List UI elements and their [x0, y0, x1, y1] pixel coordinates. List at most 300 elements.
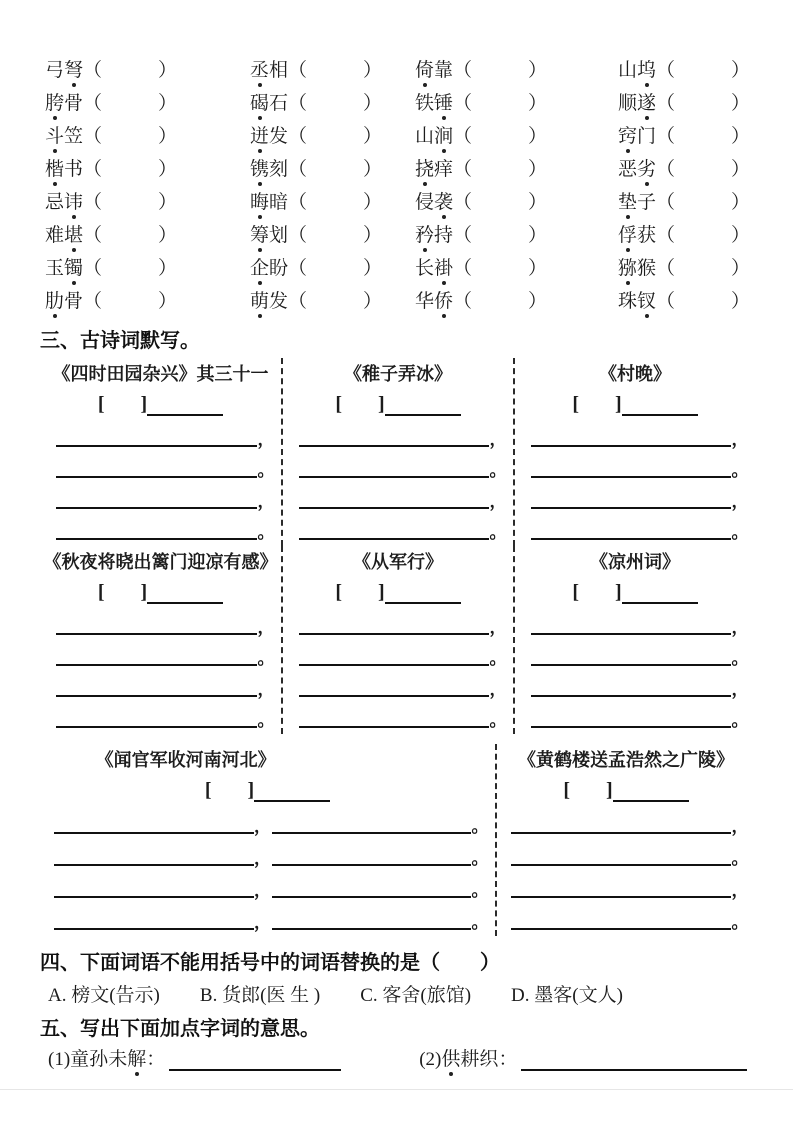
character: 骨 — [64, 291, 84, 312]
author-blank — [147, 574, 223, 604]
item-number: (1) — [48, 1049, 71, 1070]
answer-blank — [531, 445, 731, 447]
author-bracket-line — [283, 386, 513, 416]
answer-punctuation: 。 — [489, 711, 507, 730]
bracket-open: [ — [572, 393, 579, 415]
paren-close-icon: ） — [363, 225, 383, 246]
answer-blank — [272, 864, 472, 866]
item-number: (2) — [419, 1049, 442, 1070]
paren-open-icon: （ — [656, 291, 676, 312]
word-entry — [618, 283, 757, 316]
character: 发 — [269, 126, 289, 147]
paren-open-icon: （ — [656, 126, 676, 147]
dotted-character: 丞 — [250, 55, 269, 82]
poem-row-3 — [40, 744, 755, 936]
paren-close-icon: ） — [158, 60, 178, 81]
poem-title: 《凉州词》 — [590, 552, 680, 572]
bracket-close: ] — [615, 581, 622, 603]
word-entry — [45, 217, 250, 250]
paren-close-icon: ） — [731, 225, 751, 246]
paren-close-icon: ） — [528, 60, 548, 81]
answer-punctuation: 。 — [731, 461, 749, 480]
answer-punctuation: ， — [257, 680, 275, 699]
word-text — [415, 88, 453, 115]
meaning-item — [48, 1044, 341, 1071]
paren-close-icon: ） — [363, 258, 383, 279]
dotted-character: 劣 — [637, 154, 656, 181]
paren-close-icon: ） — [158, 192, 178, 213]
poem-answer-line — [299, 478, 507, 509]
poem-answer-line — [56, 635, 275, 666]
paren-open-icon: （ — [453, 225, 473, 246]
word-entry — [45, 250, 250, 283]
word-meaning-row — [48, 1044, 747, 1071]
word-entry — [250, 184, 415, 217]
word-text — [618, 88, 656, 115]
paren-open-icon: （ — [83, 225, 103, 246]
answer-punctuation: ， — [731, 618, 749, 637]
answer-blank — [511, 832, 731, 834]
character: 痒 — [434, 159, 454, 180]
choice-options-row — [48, 980, 623, 1007]
answer-blank — [54, 832, 254, 834]
word-text — [45, 88, 83, 115]
word-text — [618, 253, 656, 280]
paren-open-icon: （ — [453, 192, 473, 213]
poem-answer-line — [531, 697, 749, 728]
paren-open-icon: （ — [453, 291, 473, 312]
paren-open-icon: （ — [453, 60, 473, 81]
word-text — [415, 121, 453, 148]
bracket-close: ] — [606, 779, 613, 801]
dotted-character: 弩 — [64, 55, 83, 82]
paren-open-icon: （ — [288, 258, 308, 279]
paren-close-icon: ） — [731, 60, 751, 81]
poem-box — [515, 546, 755, 734]
answer-punctuation: ， — [489, 618, 507, 637]
word-text — [250, 253, 288, 280]
character: 未 — [108, 1049, 128, 1070]
paren-close-icon: ） — [363, 60, 383, 81]
dotted-phrase — [441, 1044, 498, 1071]
dotted-character: 侨 — [434, 286, 453, 313]
word-text — [250, 55, 288, 82]
paren-open-icon: （ — [288, 291, 308, 312]
character: 华 — [415, 291, 435, 312]
character: 恶 — [618, 159, 638, 180]
word-entry — [45, 85, 250, 118]
answer-blank — [299, 538, 489, 540]
paren-open-icon: （ — [83, 291, 103, 312]
poem-answer-line — [56, 509, 275, 540]
bracket-open: [ — [97, 581, 105, 603]
character: 弓 — [45, 60, 65, 81]
word-text — [45, 220, 83, 247]
paren-open-icon: （ — [83, 60, 103, 81]
answer-punctuation: 。 — [489, 523, 507, 542]
poem-answer-line — [299, 509, 507, 540]
answer-blank — [531, 633, 731, 635]
answer-blank — [56, 445, 257, 447]
answer-punctuation: ， — [731, 430, 749, 449]
bracket-close: ] — [615, 393, 622, 415]
poem-title: 《黄鹤楼送孟浩然之广陵》 — [518, 750, 734, 770]
author-blank — [385, 574, 461, 604]
paren-close-icon: ） — [731, 126, 751, 147]
character: 织 — [479, 1049, 499, 1070]
character: 玉 — [45, 258, 65, 279]
paren-close-icon: ） — [363, 159, 383, 180]
bracket-open: [ — [97, 393, 105, 415]
paren-open-icon: （ — [656, 258, 676, 279]
dotted-character: 袭 — [434, 187, 453, 214]
word-entry — [250, 151, 415, 184]
paren-open-icon: （ — [83, 126, 103, 147]
answer-blank — [54, 896, 254, 898]
word-text — [415, 220, 453, 247]
bracket-close: ] — [378, 393, 385, 415]
answer-punctuation: 。 — [257, 649, 275, 668]
word-text — [45, 55, 83, 82]
paren-close-icon: ） — [528, 225, 548, 246]
poem-answer-line — [531, 635, 749, 666]
poem-title: 《稚子弄冰》 — [344, 364, 452, 384]
section3-heading: 三、古诗词默写。 — [40, 330, 200, 352]
paren-close-icon: ） — [158, 225, 178, 246]
word-entry — [45, 118, 250, 151]
page-bottom-edge — [0, 1089, 793, 1090]
word-entry — [415, 184, 618, 217]
dotted-character: 倚 — [415, 55, 434, 82]
poem-answer-line — [511, 834, 749, 866]
author-blank — [622, 574, 698, 604]
word-text — [250, 154, 288, 181]
answer-blank — [531, 538, 731, 540]
author-blank — [147, 386, 223, 416]
word-text — [415, 154, 453, 181]
answer-blank — [56, 695, 257, 697]
character: 骨 — [64, 93, 84, 114]
bracket-close: ] — [140, 393, 148, 415]
answer-blank — [299, 445, 489, 447]
word-entry — [250, 52, 415, 85]
character: 子 — [637, 192, 657, 213]
poem-answer-line — [299, 416, 507, 447]
dotted-character: 垫 — [618, 187, 637, 214]
answer-blank — [56, 664, 257, 666]
character: 铁 — [415, 93, 435, 114]
answer-punctuation: ， — [254, 881, 271, 900]
dotted-character: 涧 — [434, 121, 453, 148]
poem-box — [40, 744, 497, 936]
character: 长 — [415, 258, 435, 279]
paren-close-icon: ） — [363, 126, 383, 147]
poem-answer-line — [54, 866, 489, 898]
author-blank — [622, 386, 698, 416]
answer-blank — [272, 896, 472, 898]
word-entry — [250, 250, 415, 283]
dotted-character: 堪 — [64, 220, 83, 247]
pinyin-word-grid — [45, 52, 757, 316]
poem-box — [283, 358, 515, 546]
word-entry — [618, 85, 757, 118]
paren-open-icon: （ — [656, 159, 676, 180]
word-entry — [415, 283, 618, 316]
answer-punctuation: 。 — [471, 913, 489, 932]
answer-blank — [299, 507, 489, 509]
answer-blank — [511, 928, 731, 930]
character: 童 — [70, 1049, 90, 1070]
character: 侵 — [415, 192, 435, 213]
word-entry — [250, 283, 415, 316]
character: 靠 — [434, 60, 454, 81]
character: 获 — [637, 225, 657, 246]
paren-open-icon: （ — [83, 192, 103, 213]
dotted-character: 筹 — [250, 220, 269, 247]
character: 相 — [269, 60, 289, 81]
word-text — [618, 121, 656, 148]
word-entry — [618, 52, 757, 85]
dotted-character: 斗 — [45, 121, 64, 148]
answer-punctuation: ， — [731, 680, 749, 699]
paren-close-icon: ） — [158, 159, 178, 180]
character: 书 — [64, 159, 84, 180]
author-bracket-line — [515, 574, 755, 604]
word-entry — [45, 283, 250, 316]
answer-blank — [272, 928, 472, 930]
character: 顺 — [618, 93, 638, 114]
paren-close-icon: ） — [158, 93, 178, 114]
answer-punctuation: 。 — [489, 649, 507, 668]
paren-close-icon: ） — [528, 159, 548, 180]
answer-punctuation: ， — [489, 492, 507, 511]
dotted-phrase — [70, 1044, 146, 1071]
word-entry — [415, 52, 618, 85]
word-text — [618, 187, 656, 214]
poem-answer-line — [299, 697, 507, 728]
dotted-character: 挠 — [415, 154, 434, 181]
author-bracket-line — [40, 574, 281, 604]
answer-punctuation: 。 — [731, 849, 749, 868]
answer-punctuation: ， — [731, 492, 749, 511]
paren-close-icon: ） — [158, 258, 178, 279]
answer-punctuation: 。 — [731, 711, 749, 730]
paren-open-icon: （ — [656, 192, 676, 213]
answer-punctuation: 。 — [471, 849, 489, 868]
dotted-character: 锤 — [434, 88, 453, 115]
answer-punctuation: ， — [257, 618, 275, 637]
poem-answer-line — [299, 666, 507, 697]
answer-punctuation: 。 — [489, 461, 507, 480]
answer-blank — [272, 832, 472, 834]
paren-close-icon: ） — [363, 291, 383, 312]
poem-answer-line — [56, 697, 275, 728]
word-text — [618, 286, 656, 313]
poem-answer-line — [299, 447, 507, 478]
paren-open-icon: （ — [288, 60, 308, 81]
poem-box — [497, 744, 755, 936]
poem-answer-line — [56, 478, 275, 509]
bracket-close: ] — [140, 581, 148, 603]
dotted-character: 解 — [127, 1044, 146, 1071]
paren-close-icon: ） — [363, 93, 383, 114]
answer-punctuation: ， — [731, 817, 749, 836]
answer-blank — [531, 476, 731, 478]
paren-close-icon: ） — [731, 192, 751, 213]
dotted-character: 褂 — [434, 253, 453, 280]
dotted-character: 胯 — [45, 88, 64, 115]
poem-answer-line — [56, 416, 275, 447]
answer-punctuation: 。 — [471, 881, 489, 900]
answer-blank — [531, 664, 731, 666]
word-entry — [618, 217, 757, 250]
poem-title: 《秋夜将晓出篱门迎凉有感》 — [43, 552, 278, 572]
word-entry — [415, 217, 618, 250]
paren-open-icon: （ — [83, 258, 103, 279]
bracket-open: [ — [572, 581, 579, 603]
poem-answer-line — [56, 447, 275, 478]
choice-option: C. 客舍(旅馆) — [360, 985, 472, 1006]
poem-row-1 — [40, 358, 755, 546]
paren-open-icon: （ — [288, 159, 308, 180]
poem-answer-line — [54, 834, 489, 866]
colon: ： — [146, 1049, 166, 1070]
word-entry — [45, 184, 250, 217]
poem-title: 《四时田园杂兴》其三十一 — [52, 364, 269, 384]
word-entry — [415, 151, 618, 184]
paren-close-icon: ） — [528, 258, 548, 279]
word-text — [618, 220, 656, 247]
answer-punctuation: 。 — [257, 711, 275, 730]
answer-blank — [56, 538, 257, 540]
character: 发 — [269, 291, 289, 312]
answer-blank — [54, 928, 254, 930]
character: 耕 — [460, 1049, 480, 1070]
poem-answer-line — [511, 802, 749, 834]
character: 山 — [415, 126, 435, 147]
character: 山 — [618, 60, 638, 81]
word-text — [45, 286, 83, 313]
poem-answer-line — [531, 447, 749, 478]
author-blank — [385, 386, 461, 416]
word-entry — [415, 85, 618, 118]
character: 猴 — [637, 258, 657, 279]
poem-box — [40, 546, 283, 734]
word-text — [45, 187, 83, 214]
bracket-open: [ — [335, 581, 342, 603]
character: 孙 — [89, 1049, 109, 1070]
word-entry — [415, 250, 618, 283]
poem-answer-line — [299, 604, 507, 635]
paren-close-icon: ） — [158, 126, 178, 147]
character: 持 — [434, 225, 454, 246]
answer-blank — [511, 896, 731, 898]
answer-blank — [299, 476, 489, 478]
answer-punctuation: 。 — [731, 913, 749, 932]
answer-blank — [299, 726, 489, 728]
answer-punctuation: ， — [731, 881, 749, 900]
author-bracket-line — [497, 772, 755, 802]
paren-close-icon: ） — [528, 126, 548, 147]
word-text — [45, 154, 83, 181]
answer-punctuation: ， — [254, 913, 271, 932]
poem-answer-line — [531, 478, 749, 509]
word-text — [250, 220, 288, 247]
bracket-close: ] — [378, 581, 385, 603]
paren-open-icon: （ — [83, 93, 103, 114]
author-bracket-line — [515, 386, 755, 416]
paren-open-icon: （ — [288, 225, 308, 246]
word-entry — [618, 184, 757, 217]
word-text — [250, 286, 288, 313]
dotted-character: 企 — [250, 253, 269, 280]
poem-title: 《从军行》 — [353, 552, 443, 572]
paren-open-icon: （ — [453, 258, 473, 279]
section4-heading: 四、下面词语不能用括号中的词语替换的是（ ） — [40, 952, 500, 974]
word-text — [45, 253, 83, 280]
answer-punctuation: ， — [489, 680, 507, 699]
answer-punctuation: ， — [254, 849, 271, 868]
answer-punctuation: ， — [489, 430, 507, 449]
answer-blank — [56, 507, 257, 509]
bracket-open: [ — [335, 393, 342, 415]
character: 刻 — [269, 159, 289, 180]
dotted-character: 讳 — [64, 187, 83, 214]
paren-open-icon: （ — [288, 192, 308, 213]
answer-punctuation: ， — [257, 430, 275, 449]
section5-heading: 五、写出下面加点字词的意思。 — [40, 1018, 320, 1040]
dotted-character: 矜 — [415, 220, 434, 247]
answer-blank — [531, 726, 731, 728]
word-entry — [618, 151, 757, 184]
answer-blank — [299, 664, 489, 666]
paren-open-icon: （ — [453, 126, 473, 147]
dotted-character: 遂 — [637, 88, 656, 115]
poem-answer-line — [511, 898, 749, 930]
paren-close-icon: ） — [528, 291, 548, 312]
paren-open-icon: （ — [656, 93, 676, 114]
colon: ： — [498, 1049, 518, 1070]
poem-answer-line — [531, 509, 749, 540]
answer-punctuation: 。 — [257, 523, 275, 542]
dotted-character: 镌 — [250, 154, 269, 181]
poem-row-2 — [40, 546, 755, 734]
paren-close-icon: ） — [528, 192, 548, 213]
choice-option: D. 墨客(文人) — [511, 985, 623, 1006]
paren-open-icon: （ — [288, 93, 308, 114]
poem-title: 《闻官军收河南河北》 — [95, 750, 276, 770]
word-entry — [415, 118, 618, 151]
dotted-character: 供 — [441, 1044, 460, 1071]
poem-answer-line — [531, 666, 749, 697]
word-text — [415, 55, 453, 82]
answer-punctuation: ， — [257, 492, 275, 511]
answer-blank — [54, 864, 254, 866]
poem-answer-line — [56, 666, 275, 697]
paren-open-icon: （ — [288, 126, 308, 147]
poem-answer-line — [531, 416, 749, 447]
meaning-blank — [521, 1069, 747, 1071]
answer-punctuation: 。 — [731, 649, 749, 668]
answer-blank — [299, 633, 489, 635]
paren-close-icon: ） — [731, 93, 751, 114]
author-blank — [613, 772, 689, 802]
author-bracket-line — [40, 772, 495, 802]
character: 暗 — [269, 192, 289, 213]
word-text — [618, 154, 656, 181]
choice-option: A. 榜文(告示) — [48, 985, 160, 1006]
answer-blank — [56, 633, 257, 635]
